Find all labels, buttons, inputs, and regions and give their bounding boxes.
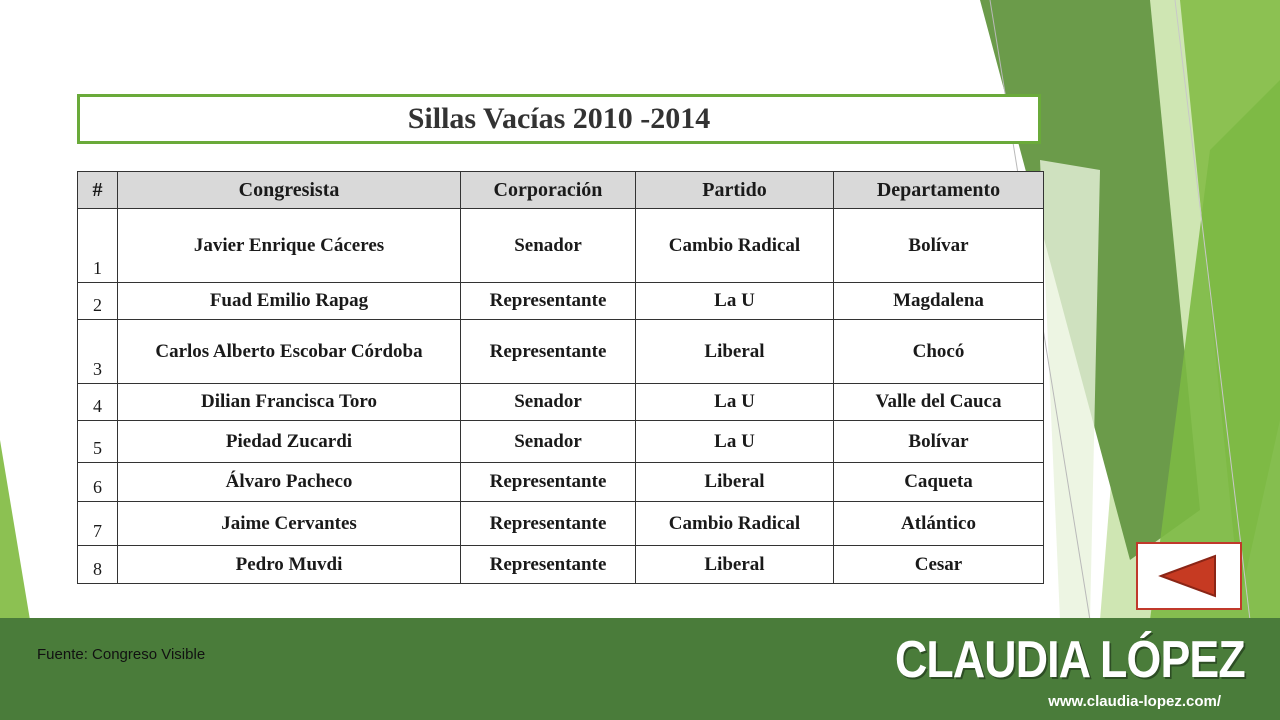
row-congresista: Jaime Cervantes bbox=[118, 502, 461, 546]
row-partido: Liberal bbox=[636, 546, 834, 584]
row-corporacion: Representante bbox=[461, 320, 636, 384]
header-partido: Partido bbox=[636, 172, 834, 209]
row-partido: Cambio Radical bbox=[636, 502, 834, 546]
row-partido: Liberal bbox=[636, 463, 834, 502]
row-corporacion: Representante bbox=[461, 546, 636, 584]
row-congresista: Fuad Emilio Rapag bbox=[118, 283, 461, 320]
table-row bbox=[78, 320, 1044, 384]
row-departamento: Caqueta bbox=[834, 463, 1044, 502]
table-row bbox=[78, 502, 1044, 546]
header-congresista: Congresista bbox=[118, 172, 461, 209]
row-corporacion: Senador bbox=[461, 209, 636, 283]
logo-name: CLAUDIA LÓPEZ bbox=[895, 631, 1245, 689]
row-number: 5 bbox=[78, 421, 118, 463]
row-congresista: Javier Enrique Cáceres bbox=[118, 209, 461, 283]
header-departamento: Departamento bbox=[834, 172, 1044, 209]
bg-shape-stripe bbox=[1040, 160, 1100, 620]
congress-table bbox=[77, 171, 1044, 584]
row-congresista: Piedad Zucardi bbox=[118, 421, 461, 463]
header-number: # bbox=[78, 172, 118, 209]
table-row bbox=[78, 463, 1044, 502]
row-corporacion: Representante bbox=[461, 283, 636, 320]
row-corporacion: Senador bbox=[461, 421, 636, 463]
row-partido: La U bbox=[636, 384, 834, 421]
row-number: 6 bbox=[78, 463, 118, 502]
claudia-lopez-logo bbox=[895, 630, 1255, 716]
row-number: 2 bbox=[78, 283, 118, 320]
page-title: Sillas Vacías 2010 -2014 bbox=[407, 102, 711, 135]
table-row bbox=[78, 384, 1044, 421]
row-number: 1 bbox=[78, 209, 118, 283]
table-header-row bbox=[78, 172, 1044, 209]
table-row bbox=[78, 421, 1044, 463]
triangle-left-icon bbox=[1157, 553, 1221, 599]
table-row bbox=[78, 209, 1044, 283]
row-number: 4 bbox=[78, 384, 118, 421]
row-partido: La U bbox=[636, 283, 834, 320]
row-departamento: Bolívar bbox=[834, 421, 1044, 463]
row-partido: La U bbox=[636, 421, 834, 463]
row-congresista: Álvaro Pacheco bbox=[118, 463, 461, 502]
row-congresista: Pedro Muvdi bbox=[118, 546, 461, 584]
row-number: 8 bbox=[78, 546, 118, 584]
row-congresista: Carlos Alberto Escobar Córdoba bbox=[118, 320, 461, 384]
bg-shape-left bbox=[0, 440, 30, 620]
row-departamento: Atlántico bbox=[834, 502, 1044, 546]
row-partido: Liberal bbox=[636, 320, 834, 384]
row-partido: Cambio Radical bbox=[636, 209, 834, 283]
table-row bbox=[78, 283, 1044, 320]
row-number: 7 bbox=[78, 502, 118, 546]
table-row bbox=[78, 546, 1044, 584]
row-departamento: Chocó bbox=[834, 320, 1044, 384]
source-note: Fuente: Congreso Visible bbox=[37, 646, 206, 663]
row-corporacion: Representante bbox=[461, 463, 636, 502]
logo-url: www.claudia-lopez.com/ bbox=[1048, 693, 1221, 710]
row-corporacion: Senador bbox=[461, 384, 636, 421]
row-departamento: Cesar bbox=[834, 546, 1044, 584]
row-number: 3 bbox=[78, 320, 118, 384]
row-corporacion: Representante bbox=[461, 502, 636, 546]
row-departamento: Bolívar bbox=[834, 209, 1044, 283]
row-departamento: Magdalena bbox=[834, 283, 1044, 320]
title-box bbox=[77, 94, 1041, 144]
header-corporacion: Corporación bbox=[461, 172, 636, 209]
back-button[interactable] bbox=[1136, 542, 1242, 610]
row-departamento: Valle del Cauca bbox=[834, 384, 1044, 421]
row-congresista: Dilian Francisca Toro bbox=[118, 384, 461, 421]
